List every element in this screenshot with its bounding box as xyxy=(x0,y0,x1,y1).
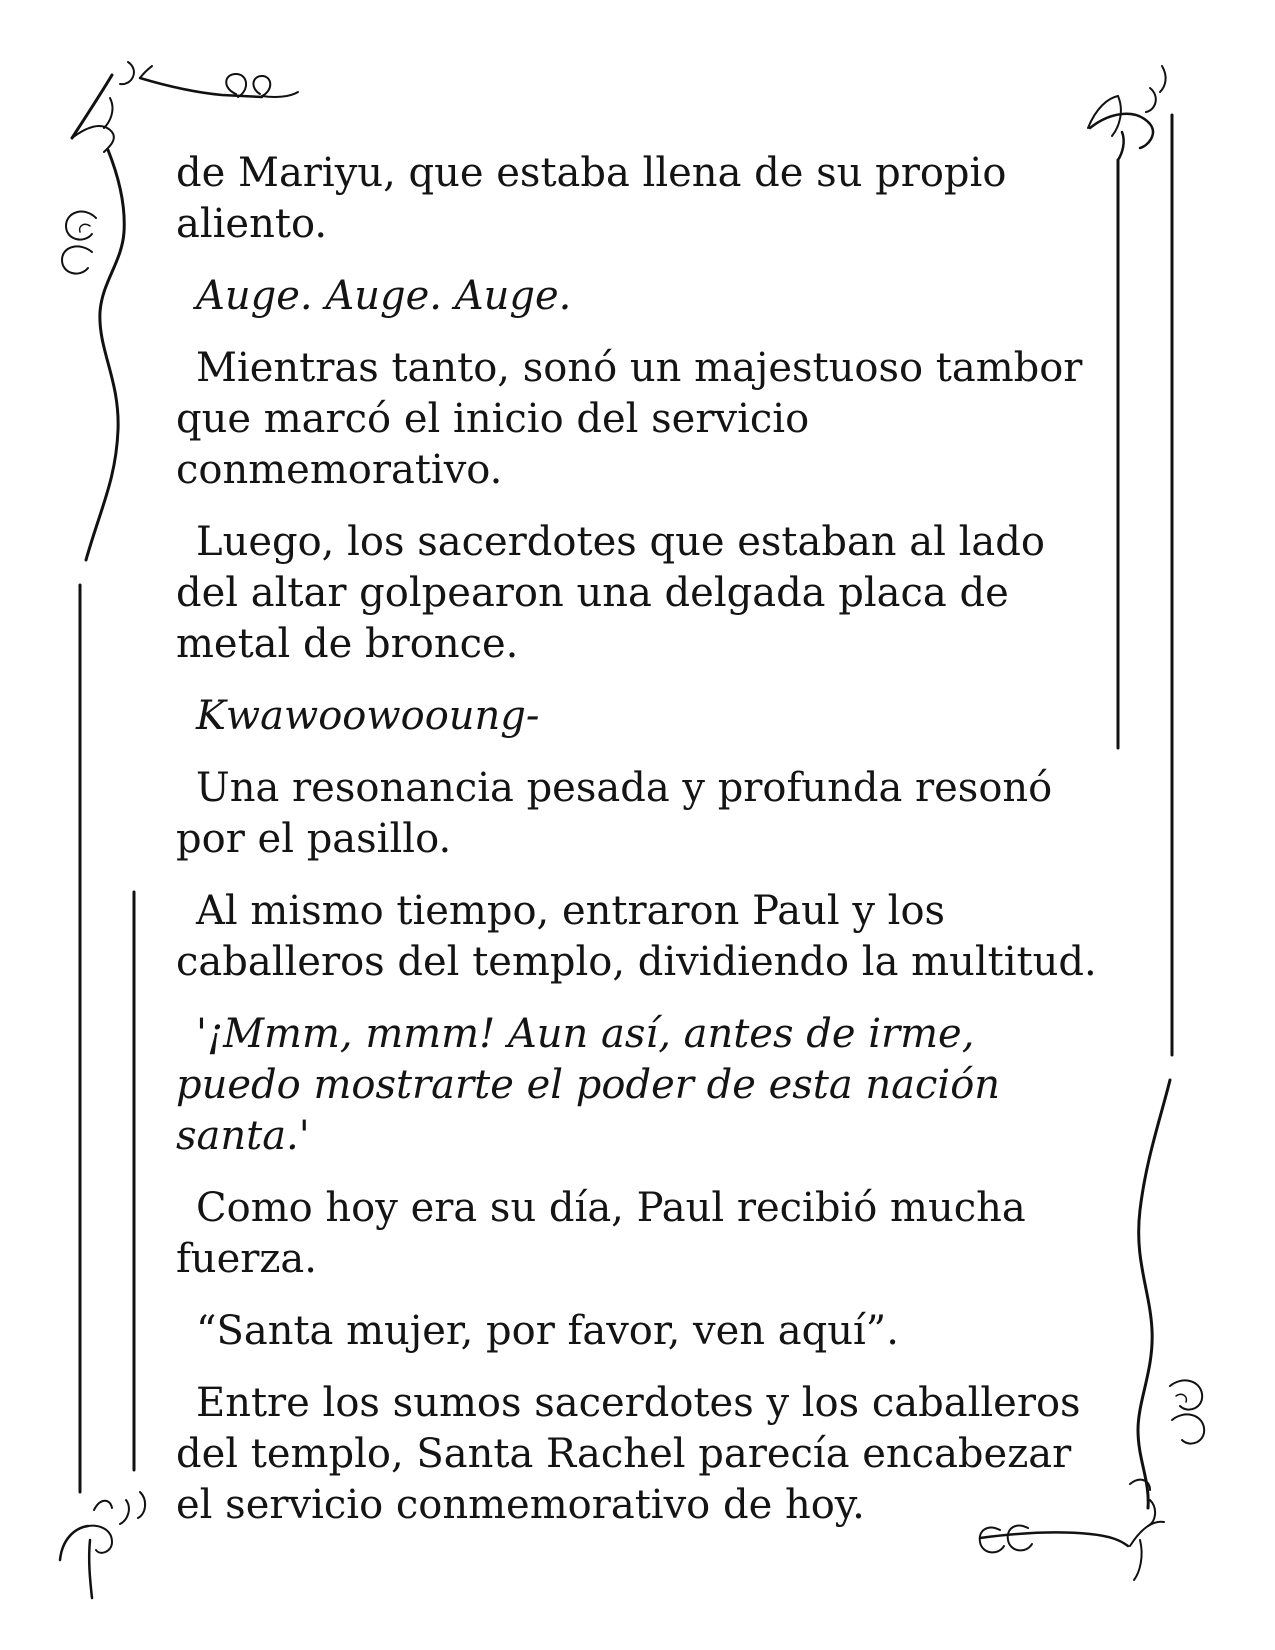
paragraph: Como hoy era su día, Paul recibió mucha fuerza. xyxy=(176,1185,1026,1282)
paragraph-italic: Auge. Auge. Auge. xyxy=(196,273,572,319)
paragraph: Luego, los sacerdotes que estaban al lado del altar golpearon una delgada placa de metal de bronce. xyxy=(176,519,1045,667)
bottom-left-flourish-icon xyxy=(60,1492,145,1598)
paragraph: de Mariyu, que estaba llena de su propio aliento. xyxy=(176,150,1007,247)
paragraph-italic: '¡Mmm, mmm! Aun así, antes de irme, puedo mostrarte el poder de esta nación santa.' xyxy=(176,1011,1001,1159)
paragraph: “Santa mujer, por favor, ven aquí”. xyxy=(196,1308,899,1354)
paragraph: Mientras tanto, sonó un majestuoso tambor que marcó el inicio del servicio conmemorativo. xyxy=(176,345,1083,493)
paragraph: Al mismo tiempo, entraron Paul y los caballeros del templo, dividiendo la multitud. xyxy=(176,888,1097,985)
paragraph-italic: Kwawoowooung- xyxy=(196,693,540,739)
paragraph: Una resonancia pesada y profunda resonó por el pasillo. xyxy=(176,765,1053,862)
top-right-flourish-icon xyxy=(1088,66,1166,160)
paragraph: Entre los sumos sacerdotes y los caballeros del templo, Santa Rachel parecía encabezar el servicio conmemorativo de hoy. xyxy=(176,1380,1081,1528)
page-text xyxy=(176,148,1106,1552)
